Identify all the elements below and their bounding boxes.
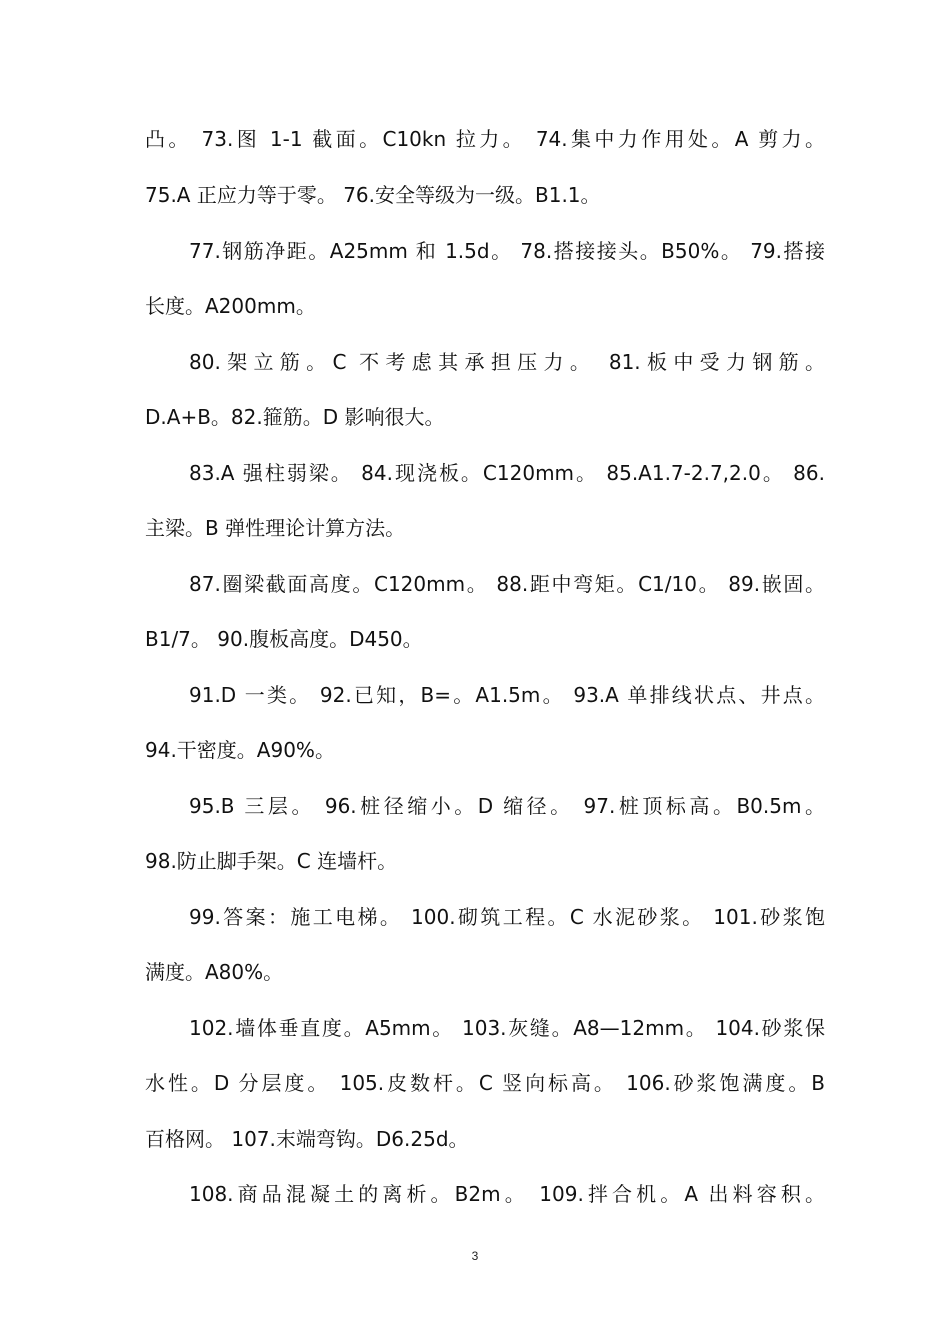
text-line: 102.墙体垂直度。A5mm。 103.灰缝。A8—12mm。 104.砂浆保 bbox=[189, 1016, 825, 1040]
text-line: 95.B 三层。 96.桩径缩小。D 缩径。 97.桩顶标高。B0.5m。 bbox=[189, 794, 825, 818]
text-line: 87.圈梁截面高度。C120mm。 88.距中弯矩。C1/10。 89.嵌固。 bbox=[189, 572, 825, 596]
text-line: 80.架立筋。C 不考虑其承担压力。 81.板中受力钢筋。 bbox=[189, 350, 825, 374]
text-line: 98.防止脚手架。C 连墙杆。 bbox=[145, 849, 398, 873]
page-number: 3 bbox=[471, 1249, 479, 1263]
text-line: 满度。A80%。 bbox=[145, 960, 284, 984]
text-line: 108.商品混凝土的离析。B2m。 109.拌合机。A 出料容积。 bbox=[189, 1182, 825, 1206]
text-line: B1/7。 90.腹板高度。D450。 bbox=[145, 627, 423, 651]
text-line: 99.答案：施工电梯。 100.砌筑工程。C 水泥砂浆。 101.砂浆饱 bbox=[189, 905, 825, 929]
text-line: 75.A 正应力等于零。 76.安全等级为一级。B1.1。 bbox=[145, 183, 601, 207]
text-line: 长度。A200mm。 bbox=[145, 294, 316, 318]
text-line: D.A+B。82.箍筋。D 影响很大。 bbox=[145, 405, 445, 429]
text-line: 水性。D 分层度。 105.皮数杆。C 竖向标高。 106.砂浆饱满度。B bbox=[145, 1071, 825, 1095]
text-line: 77.钢筋净距。A25mm 和 1.5d。 78.搭接接头。B50%。 79.搭接 bbox=[189, 239, 825, 263]
text-line: 94.干密度。A90%。 bbox=[145, 738, 335, 762]
text-line: 凸。 73.图 1-1 截面。C10kn 拉力。 74.集中力作用处。A 剪力。 bbox=[145, 127, 825, 151]
text-line: 百格网。 107.末端弯钩。D6.25d。 bbox=[145, 1127, 469, 1151]
text-line: 83.A 强柱弱梁。 84.现浇板。C120mm。 85.A1.7-2.7,2.0。 86. bbox=[189, 461, 825, 485]
text-line: 91.D 一类。 92.已知，B=。A1.5m。 93.A 单排线状点、井点。 bbox=[189, 683, 825, 707]
text-line: 主梁。B 弹性理论计算方法。 bbox=[145, 516, 406, 540]
